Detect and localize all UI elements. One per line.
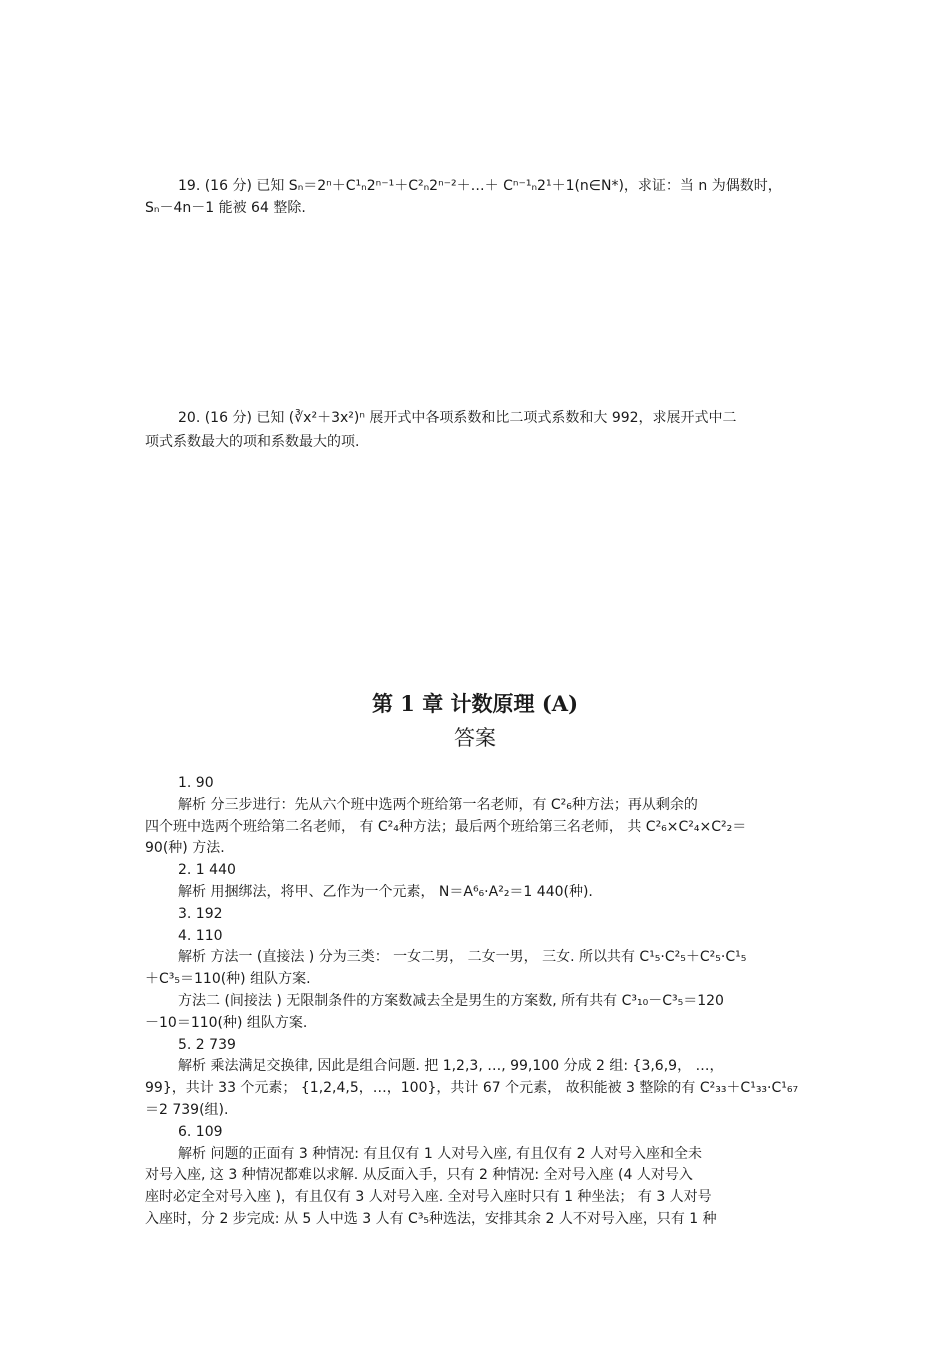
answer-line: 座时必定全对号入座 )，有且仅有 3 人对号入座. 全对号入座时只有 1 种坐法； 有 3 人对号 <box>145 1189 712 1206</box>
answer-line: 3. 192 <box>178 905 223 922</box>
problem-19-line-2: Sₙ－4n－1 能被 64 整除. <box>145 200 306 216</box>
answer-line: 四个班中选两个班给第二名老师， 有 C²₄种方法；最后两个班给第三名老师， 共 C²₆×C²₄×C²₂＝ <box>145 818 747 835</box>
answers-heading: 答案 <box>454 726 496 750</box>
answer-line: ＝2 739(组). <box>145 1102 229 1118</box>
answer-line: 2. 1 440 <box>178 862 236 879</box>
answer-line: －10＝110(种) 组队方案. <box>145 1014 308 1031</box>
answer-line: 解析 问题的正面有 3 种情况: 有且仅有 1 人对号入座, 有且仅有 2 人对号入座和全未 <box>178 1145 702 1162</box>
answer-line: 解析 乘法满足交换律, 因此是组合问题. 把 1,2,3, …, 99,100 分成 2 组: {3,6,9， …， <box>178 1058 724 1075</box>
answer-line: 对号入座, 这 3 种情况都难以求解. 从反面入手，只有 2 种情况: 全对号入座 (4 人对号入 <box>145 1167 693 1184</box>
chapter-title: 第 1 章 计数原理 (A) <box>371 691 579 716</box>
answer-line: 4. 110 <box>178 927 223 944</box>
answer-line: 解析 分三步进行：先从六个班中选两个班给第一名老师，有 C²₆种方法；再从剩余的 <box>178 796 698 813</box>
answer-line: 解析 用捆绑法，将甲、乙作为一个元素， N＝A⁶₆·A²₂＝1 440(种). <box>178 884 593 900</box>
answer-line: 1. 90 <box>178 775 214 791</box>
answer-line: 90(种) 方法. <box>145 840 225 857</box>
answer-line: 5. 2 739 <box>178 1036 236 1053</box>
problem-19-line-1: 19. (16 分) 已知 Sₙ＝2ⁿ＋C¹ₙ2ⁿ⁻¹＋C²ₙ2ⁿ⁻²＋…＋ Cⁿ⁻¹ₙ2¹＋1(n∈N*)，求证：当 n 为偶数时， <box>178 178 782 194</box>
answer-line: 6. 109 <box>178 1123 223 1140</box>
answer-line: ＋C³₅＝110(种) 组队方案. <box>145 971 311 988</box>
answer-line: 方法二 (间接法 ) 无限制条件的方案数减去全是男生的方案数, 所有共有 C³₁₀－C³₅＝120 <box>178 993 724 1009</box>
answer-line: 99}，共计 33 个元素； {1,2,4,5，…，100}，共计 67 个元素， 故积能被 3 整除的有 C²₃₃＋C¹₃₃·C¹₆₇ <box>145 1080 799 1097</box>
problem-20-line-1: 20. (16 分) 已知 (∛x²＋3x²)ⁿ 展开式中各项系数和比二项式系数和大 992，求展开式中二 <box>178 410 737 426</box>
answer-line: 入座时，分 2 步完成: 从 5 人中选 3 人有 C³₅种选法，安排其余 2 人不对号入座，只有 1 种 <box>145 1211 717 1227</box>
answer-line: 解析 方法一 (直接法 ) 分为三类： 一女二男， 二女一男， 三女. 所以共有 C¹₅·C²₅＋C²₅·C¹₅ <box>178 949 747 966</box>
problem-20-line-2: 项式系数最大的项和系数最大的项. <box>145 434 360 450</box>
